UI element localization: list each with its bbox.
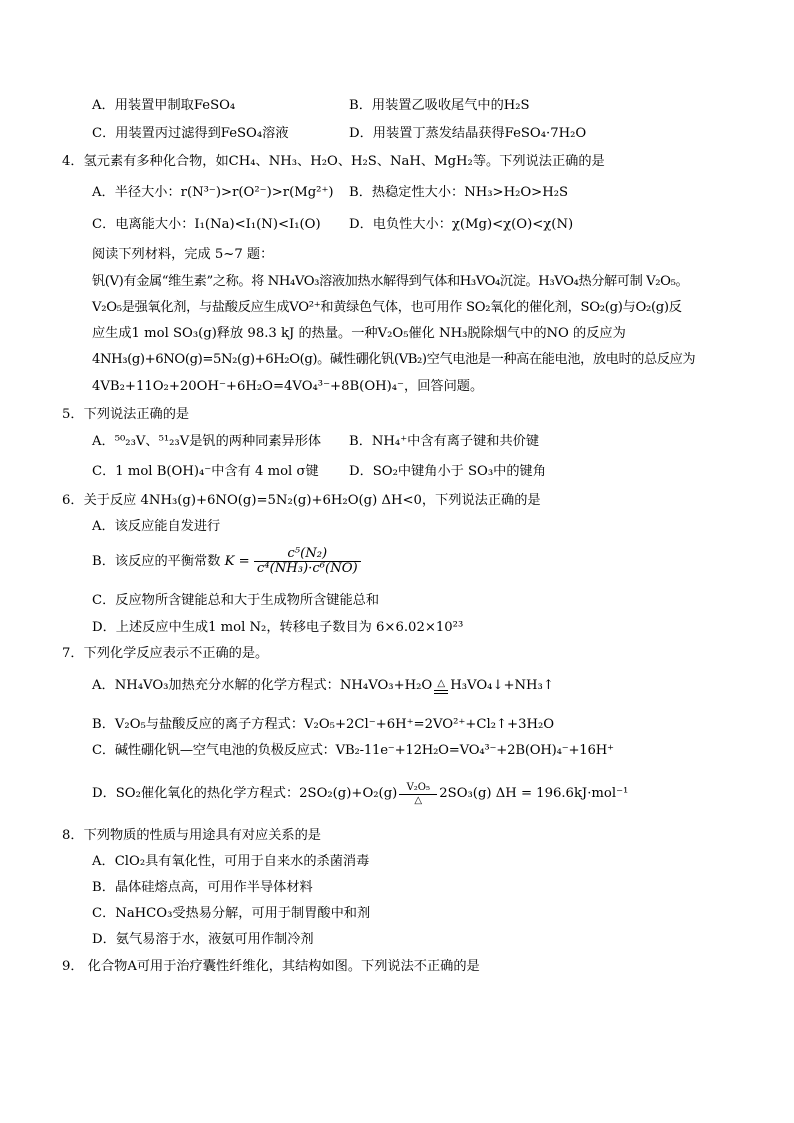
q7-option-c: C．碱性硼化钒—空气电池的负极反应式：VB₂-11e⁻+12H₂O=VO₄³⁻+2B(OH)₄⁻+16H⁺ xyxy=(92,743,614,758)
passage-intro: 阅读下列材料，完成 5~7 题： xyxy=(92,247,274,262)
q7-option-b: B．V₂O₅与盐酸反应的离子方程式：V₂O₅+2Cl⁻+6H⁺=2VO²⁺+Cl₂↑+3H₂O xyxy=(92,717,555,732)
q8-option-b: B．晶体硅熔点高，可用作半导体材料 xyxy=(92,880,313,895)
q3-option-c: C．用装置丙过滤得到FeSO₄溶液 xyxy=(92,126,289,141)
q8-option-a: A．ClO₂具有氧化性，可用于自来水的杀菌消毒 xyxy=(92,854,370,869)
passage-line-2: V₂O₅是强氧化剂，与盐酸反应生成VO²⁺和黄绿色气体，也可用作 SO₂氧化的催化剂，SO₂(g)与O₂(g)反 xyxy=(92,300,682,315)
q5-option-c: C．1 mol B(OH)₄⁻中含有 4 mol σ键 xyxy=(92,464,319,479)
q4-option-a: A．半径大小：r(N³⁻)>r(O²⁻)>r(Mg²⁺) xyxy=(92,185,334,200)
catalyst-label: V₂O₅ xyxy=(406,781,430,793)
q6-option-b xyxy=(92,546,361,578)
q6-option-b-text: B．该反应的平衡常数 xyxy=(92,554,221,569)
q4-option-c: C．电离能大小：I₁(Na)<I₁(N)<I₁(O) xyxy=(92,217,321,232)
q5-stem: 5．下列说法正确的是 xyxy=(62,407,190,422)
q7-option-a-right: H₃VO₄↓+NH₃↑ xyxy=(450,678,554,693)
q4-option-b: B．热稳定性大小：NH₃>H₂O>H₂S xyxy=(349,185,569,200)
equilibrium-constant-symbol: K = xyxy=(224,554,250,569)
q9-stem: 9． 化合物A可用于治疗囊性纤维化，其结构如图。下列说法不正确的是 xyxy=(62,959,480,974)
q7-option-a xyxy=(92,671,554,701)
q8-option-c: C．NaHCO₃受热易分解，可用于制胃酸中和剂 xyxy=(92,906,371,921)
q6-option-a: A．该反应能自发进行 xyxy=(92,519,221,534)
q6-option-c: C．反应物所含键能总和大于生成物所含键能总和 xyxy=(92,593,380,608)
equals-bar xyxy=(434,690,448,694)
q3-option-b: B．用装置乙吸收尾气中的H₂S xyxy=(349,98,530,113)
q7-option-d xyxy=(92,772,628,816)
passage-line-3: 应生成1 mol SO₃(g)释放 98.3 kJ 的热量。一种V₂O₅催化 NH₃脱除烟气中的NO 的反应为 xyxy=(92,326,626,341)
fraction-numerator: c⁵(N₂) xyxy=(254,547,361,562)
q4-stem: 4．氢元素有多种化合物，如CH₄、NH₃、H₂O、H₂S、NaH、MgH₂等。下列说法正确的是 xyxy=(62,154,605,169)
q7-stem: 7．下列化学反应表示不正确的是。 xyxy=(62,646,269,661)
q6-option-d: D．上述反应中生成1 mol N₂，转移电子数目为 6×6.02×10²³ xyxy=(92,620,464,635)
q8-option-d: D．氨气易溶于水，液氨可用作制冷剂 xyxy=(92,932,314,947)
passage-line-5: 4VB₂+11O₂+20OH⁻+6H₂O=4VO₄³⁻+8B(OH)₄⁻，回答问题。 xyxy=(92,379,484,394)
q5-option-d: D．SO₂中键角小于 SO₃中的键角 xyxy=(349,464,546,479)
q5-option-a: A．⁵⁰₂₃V、⁵¹₂₃V是钒的两种同素异形体 xyxy=(92,434,322,449)
q7-option-a-left: A．NH₄VO₃加热充分水解的化学方程式：NH₄VO₃+H₂O xyxy=(92,678,433,693)
heat-equals-sign xyxy=(434,678,448,694)
passage-line-1: 钒(V)有金属“维生素”之称。将 NH₄VO₃溶液加热水解得到气体和H₃VO₄沉淀。H₃VO₄热分解可制 V₂O₅。 xyxy=(92,274,689,289)
q7-option-d-right: 2SO₃(g) ΔH = 196.6kJ·mol⁻¹ xyxy=(439,786,629,801)
q7-option-d-left: D．SO₂催化氧化的热化学方程式：2SO₂(g)+O₂(g) xyxy=(92,786,398,801)
catalyst-arrow xyxy=(399,782,437,806)
q6-stem: 6．关于反应 4NH₃(g)+6NO(g)=5N₂(g)+6H₂O(g) ΔH<0，下列说法正确的是 xyxy=(62,493,541,508)
q8-stem: 8．下列物质的性质与用途具有对应关系的是 xyxy=(62,828,321,843)
heat-label: △ xyxy=(414,794,423,806)
fraction-denominator: c⁴(NH₃)·c⁶(NO) xyxy=(256,561,358,576)
q5-option-b: B．NH₄⁺中含有离子键和共价键 xyxy=(349,434,540,449)
heat-condition: △ xyxy=(437,677,446,689)
q3-option-a: A．用装置甲制取FeSO₄ xyxy=(92,98,236,113)
q4-option-d: D．电负性大小：χ(Mg)<χ(O)<χ(N) xyxy=(349,217,574,232)
equilibrium-constant-fraction xyxy=(254,547,361,576)
passage-line-4: 4NH₃(g)+6NO(g)=5N₂(g)+6H₂O(g)。碱性硼化钒(VB₂)空气电池是一种高在能电池，放电时的总反应为 xyxy=(92,352,696,367)
q3-option-d: D．用装置丁蒸发结晶获得FeSO₄·7H₂O xyxy=(349,126,587,141)
